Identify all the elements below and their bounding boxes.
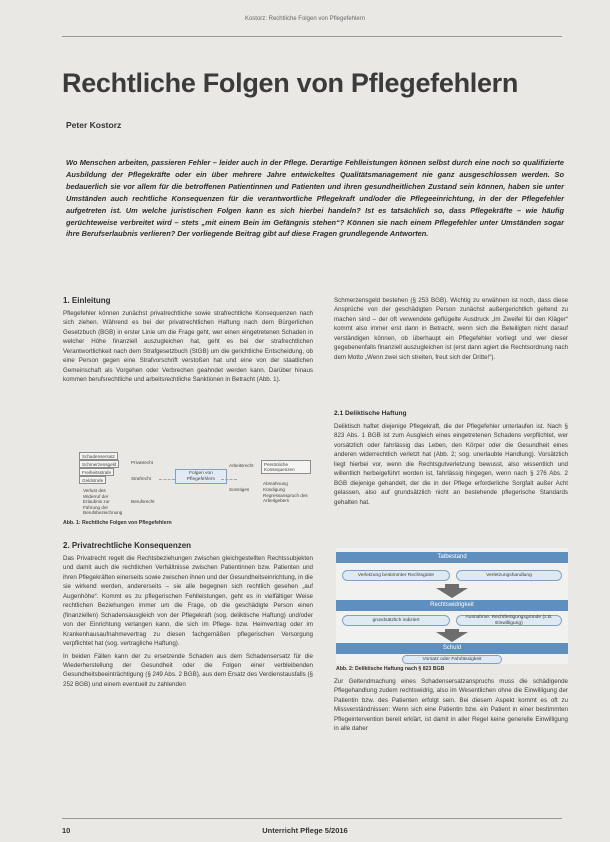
article-title: Rechtliche Folgen von Pflegefehlern (62, 68, 519, 98)
author: Peter Kostorz (66, 120, 122, 130)
fig2-band-tatbestand: Tatbestand (336, 552, 568, 563)
paragraph: Zur Geltendmachung eines Schadensersatzanspruchs muss die schädigende Pflegehandlung zudem rechtswidrig, also im Wesentlichen ohne die Einwilligung der Patientin bzw. des Patienten erfolgt sein. Bei diesem Aspekt kommt es oft zu Missverständnissen: Wenn sich eine Patientin bzw. ein Patient in einer bestimmten Pflegeintervention bereit erklärt, ist damit in aller Regel keine generelle Einwilligung in alle daher (334, 678, 568, 733)
fig1-text-regress: Regressanspruch des Arbeitgebers (263, 493, 308, 504)
fig1-box-geldstrafe: Geldstrafe (79, 476, 106, 484)
fig2-band-rechtswidrigkeit: Rechtswidrigkeit (336, 600, 568, 611)
header-rule (62, 36, 562, 37)
fig1-label-privatrecht: Privatrecht (131, 460, 153, 465)
fig1-label-berufsrecht: Berufsrecht (131, 499, 155, 504)
running-head: Kostorz: Rechtliche Folgen von Pflegefehlern (244, 16, 366, 22)
lead-paragraph: Wo Menschen arbeiten, passieren Fehler – leider auch in der Pflege. Derartige Fehlleistungen können selbst durch eine noch so qualifizierte Ausbildung der Pflegekräfte oder ein über mehrere Jahre entwickeltes Qualitätsmanagement nie ganz ausgeschlossen werden. So bedauerlich sie vor allem für die betroffenen Patientinnen und Patienten und ihren gesundheitlichen Zustand sein können, haben sie unter Umständen auch rechtliche Konsequenzen für die verantwortliche Pflegekraft und/oder die Pflegeeinrichtung, in der der Pflegefehler aufgetreten ist. Um welche juristischen Folgen kann es sich hierbei handeln? Ist es tatsächlich so, dass Pflegekräfte – wie häufig gerüchteweise verbreitet wird – stets „mit einem Bein im Gefängnis stehen“? Können sie nach einem Pflegefehler unter Umständen sogar ihre Berufserlaubnis verlieren? Der vorliegende Beitrag gibt auf diese Fragen grundlegende Antworten. (66, 158, 564, 239)
right-column-text-1 (334, 296, 568, 362)
figure-2-caption: Abb. 2: Deliktische Haftung nach § 823 BGB (336, 666, 445, 672)
fig2-band-schuld: Schuld (336, 643, 568, 654)
paragraph: In beiden Fällen kann der zu ersetzende Schaden aus dem Schadensersatz für die Wiederherstellung der Gesundheit oder die Folgen einer verbleibenden Gesundheitsbeeinträchtigung (§ 249 Abs. 2 BGB), aus dem Ersatz des Verdienstausfalls (§ 252 BGB) und einem eventuell zu zahlenden (63, 652, 313, 688)
paragraph: Deliktisch haftet diejenige Pflegekraft, die der Pflegefehler unterlaufen ist. Nach § 823 Abs. 1 BGB ist zum Ausgleich eines eingetretenen Schadens verpflichtet, wer vorsätzlich oder fahrlässig das Leben, den Körper oder die Gesundheit eines anderen widerrechtlich verletzt hat (Abb. 2; sog. unerlaubte Handlung). Vorsätzlich liegt hierbei vor, wenn die Rechtsgutverletzung bewusst, also wissentlich und willentlich herbeigeführt worden ist, fahrlässig hingegen, wenn nach § 276 Abs. 2 BGB diejenige gehandelt, der die in der Pflege erforderliche Sorgfalt außer Acht gelassen, also auf grundsätzlich nicht an bestehende pflegerische Standards gehalten hat. (334, 423, 568, 506)
section-1-text (63, 309, 313, 385)
section-2-text (63, 554, 313, 689)
fig1-text-kuendigung: Kündigung (263, 487, 285, 492)
section-2-1-heading: 2.1 Deliktische Haftung (334, 410, 407, 417)
journal-name: Unterricht Pflege 5/2016 (262, 826, 348, 835)
page-number: 10 (62, 826, 71, 835)
fig1-box-schmerzensgeld: Schmerzensgeld (79, 460, 119, 468)
fig1-center-box: Folgen von Pflegefehlern (175, 469, 227, 484)
figure-2 (336, 548, 568, 664)
arrow-down-icon (436, 632, 468, 642)
fig1-box-freiheitsstrafe: Freiheitsstrafe (79, 468, 114, 476)
fig1-label-sonstiges: Sonstiges (229, 487, 250, 492)
paragraph: Das Privatrecht regelt die Rechtsbeziehungen zwischen gleichgestellten Rechtssubjekten und damit auch die rechtlichen Verhältnisse zwischen Patientinnen bzw. Patienten und ihren Pflegekräften einerseits sowie zwischen ihnen und der Gesundheitseinrichtung, in die sie wirkend werden, andererseits – sie alle begegnen sich rechtlich gesehen „auf Augenhöhe“. Kommt es zu pflegerischen Fehlleistungen, geht es in vielfältiger Weise rechtlichen Beziehungen immer um die Frage, ob die geschädigte Person einen (finanziellen) Schadensausgleich von der Pflegekraft (sog. deliktische Haftung) und/oder von der Einrichtung verlangen kann, die sich im Pflege- bzw. Heimvertrag oder im Krankenhausaufnahmevertrag zu diesen fachgemäßen pflegerischen Versorgung verpflichtet hat (sog. vertragliche Haftung). (63, 555, 313, 648)
section-2-heading: 2. Privatrechtliche Konsequenzen (63, 541, 192, 550)
fig1-connector (221, 479, 237, 480)
footer-rule (62, 818, 562, 819)
fig1-label-strafrecht: Strafrecht (131, 476, 151, 481)
arrow-down-icon (436, 588, 468, 598)
figure-1-caption: Abb. 1: Rechtliche Folgen von Pflegefehlern (63, 520, 172, 526)
fig1-label-arbeitsrecht: Arbeitsrecht (229, 463, 254, 468)
fig1-box-persoenlich: Persönliche Konsequenzen (261, 460, 311, 474)
fig2-pill-indiziert: grundsätzlich indiziert (342, 615, 450, 626)
fig2-pill-vorsatz: Vorsatz oder Fahrlässigkeit (402, 655, 502, 664)
fig1-connector (159, 479, 175, 480)
fig1-text-abmahnung: Abmahnung (263, 481, 288, 486)
fig1-text-verlust: Verlust des (83, 488, 106, 493)
fig2-pill-rechtfertigung: Ausnahme: Rechtfertigungsgründe (z.B. Einwilligung) (456, 615, 562, 626)
section-1-heading: 1. Einleitung (63, 296, 111, 305)
right-column-text-2 (334, 422, 568, 507)
fig2-pill-rechtsgueter: Verletzung bestimmter Rechtsgüter (342, 570, 450, 581)
fig1-box-schadensersatz: Schadensersatz (79, 452, 118, 460)
fig1-text-widerruf: Widerruf der Erlaubnis zur Führung der Berufsbezeichnung (83, 494, 123, 516)
paragraph: Schmerzensgeld bestehen (§ 253 BGB). Wichtig zu erwähnen ist noch, dass diese Ansprüche von der geschädigten Person zunächst außergerichtlich geltend zu machen sind – der oft verwendete geflügelte Ausdruck „Im Zweifel für den Kläger“ kommt also immer erst dann in Betracht, wenn sich die Beteiligten nicht darauf verständigen können, ob überhaupt ein Pflegefehler vorliegt und wer dieser gegebenenfalls finanziell auszugleichen ist (erst dann agiert die Rechtsordnung nach dem Motto „Wenn zwei sich streiten, freut sich der Dritte!“). (334, 297, 568, 361)
figure-1 (63, 451, 313, 531)
right-column-text-3 (334, 677, 568, 734)
fig2-pill-verletzungshandlung: Verletzungshandlung (456, 570, 562, 581)
paragraph: Pflegefehler können zunächst privatrechtliche sowie strafrechtliche Konsequenzen nach sich ziehen. Während es bei der privatrechtlichen Haftung nach dem Bürgerlichen Gesetzbuch (BGB) in erster Linie um die Frage geht, wer einen eingetretenen Schaden in welcher Höhe finanziell auszugleichen hat, geht es bei der strafrechtlichen Verantwortlichkeit nach dem Strafgesetzbuch (StGB) um die gerichtliche Entscheidung, ob eine Person gegen eine Strafvorschrift verstoßen hat und eine von der staatlichen Gemeinschaft als Vorgehen oder Verbrechen geahndet werden kann. Darüber hinaus kommen berufsrechtliche und arbeitsrechtliche Sanktionen in Betracht (Abb. 1). (63, 310, 313, 384)
